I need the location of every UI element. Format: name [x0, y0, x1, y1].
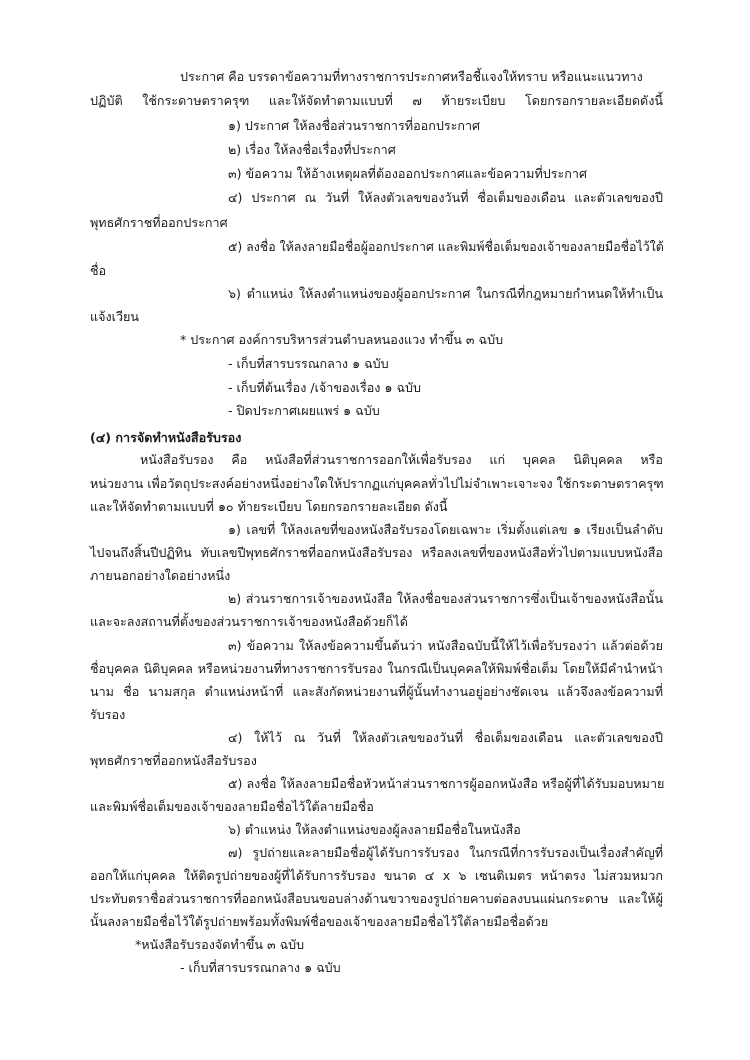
paragraph-line: ออกให้แก่บุคคล ให้ติดรูปถ่ายของผู้ที่ได้รับการรับรอง ขนาด ๔ x ๖ เซนติเมตร หน้าตรง ไม่สวมหมวก — [90, 868, 663, 883]
list-item: ๑) ประกาศ ให้ลงชื่อส่วนราชการที่ออกประกาศ — [228, 118, 481, 133]
paragraph-line: และพิมพ์ชื่อเต็มของเจ้าของลายมือชื่อไว้ใต้ลายมือชื่อ — [90, 799, 374, 814]
paragraph-line: หนังสือรับรอง คือ หนังสือที่ส่วนราชการออกให้เพื่อรับรอง แก่ บุคคล นิติบุคคล หรือ — [140, 452, 663, 467]
list-item: ๒) ส่วนราชการเจ้าของหนังสือ ให้ลงชื่อของส่วนราชการซึ่งเป็นเจ้าของหนังสือนั้น — [228, 591, 663, 606]
paragraph-line: หน่วยงาน เพื่อวัตถุประสงค์อย่างหนึ่งอย่างใดให้ปรากฏแก่บุคคลทั่วไปไม่จำเพาะเจาะจง ใช้กระดาษตราครุฑ — [90, 476, 664, 491]
list-item: ๒) เรื่อง ให้ลงชื่อเรื่องที่ประกาศ — [228, 142, 396, 157]
list-item: ๔) ประกาศ ณ วันที่ ให้ลงตัวเลขของวันที่ ชื่อเต็มของเดือน และตัวเลขของปี — [228, 190, 663, 205]
note-item: - เก็บที่ต้นเรื่อง /เจ้าของเรื่อง ๑ ฉบับ — [228, 380, 422, 395]
list-item: ๕) ลงชื่อ ให้ลงลายมือชื่อหัวหน้าส่วนราชการผู้ออกหนังสือ หรือผู้ที่ได้รับมอบหมาย — [228, 776, 665, 791]
paragraph-line: นาม ชื่อ นามสกุล ตำแหน่งหน้าที่ และสังกัดหน่วยงานที่ผู้นั้นทำงานอยู่อย่างชัดเจน แล้วจึงลงข้อความที่ — [90, 684, 663, 699]
paragraph-line: พุทธศักราชที่ออกประกาศ — [90, 215, 228, 230]
list-item: ๓) ข้อความ ให้ลงข้อความขึ้นต้นว่า หนังสือฉบับนี้ให้ไว้เพื่อรับรองว่า แล้วต่อด้วย — [228, 638, 663, 653]
note-item: - เก็บที่สารบรรณกลาง ๑ ฉบับ — [180, 960, 341, 975]
list-item: ๕) ลงชื่อ ให้ลงลายมือชื่อผู้ออกประกาศ และพิมพ์ชื่อเต็มของเจ้าของลายมือชื่อไว้ใต้ — [228, 239, 664, 254]
note-line: *หนังสือรับรองจัดทำขึ้น ๓ ฉบับ — [135, 937, 305, 952]
list-item: ๖) ตำแหน่ง ให้ลงตำแหน่งของผู้ลงลายมือชื่อในหนังสือ — [228, 822, 521, 837]
paragraph-line: พุทธศักราชที่ออกหนังสือรับรอง — [90, 753, 257, 768]
paragraph-line: ชื่อบุคคล นิติบุคคล หรือหน่วยงานที่ทางราชการรับรอง ในกรณีเป็นบุคคลให้พิมพ์ชื่อเต็ม โดยให้มีคำนำหน้า — [90, 661, 663, 676]
paragraph-line: นั้นลงลายมือชื่อไว้ใต้รูปถ่ายพร้อมทั้งพิมพ์ชื่อของเจ้าของลายมือชื่อไว้ใต้ลายมือชื่อด้วย — [90, 914, 549, 929]
note-line: * ประกาศ องค์การบริหารส่วนตำบลหนองแวง ทำขึ้น ๓ ฉบับ — [180, 332, 504, 347]
note-item: - ปิดประกาศเผยแพร่ ๑ ฉบับ — [228, 403, 380, 418]
paragraph-line: รับรอง — [90, 707, 126, 722]
list-item: ๑) เลขที่ ให้ลงเลขที่ของหนังสือรับรองโดยเฉพาะ เริ่มตั้งแต่เลข ๑ เรียงเป็นลำดับ — [228, 522, 663, 537]
paragraph-line: ชื่อ — [90, 263, 107, 278]
list-item: ๓) ข้อความ ให้อ้างเหตุผลที่ต้องออกประกาศและข้อความที่ประกาศ — [228, 166, 588, 181]
paragraph-line: ภายนอกอย่างใดอย่างหนึ่ง — [90, 568, 231, 583]
paragraph-line: ประกาศ คือ บรรดาข้อความที่ทางราชการประกาศหรือชี้แจงให้ทราบ หรือแนะแนวทาง — [180, 69, 643, 84]
paragraph-line: และให้จัดทำตามแบบที่ ๑๐ ท้ายระเบียบ โดยกรอกรายละเอียด ดังนี้ — [90, 499, 448, 514]
paragraph-line: และจะลงสถานที่ตั้งของส่วนราชการเจ้าของหนังสือด้วยก็ได้ — [90, 614, 408, 629]
paragraph-line: แจ้งเวียน — [90, 309, 140, 324]
paragraph-line: ปฏิบัติ ใช้กระดาษตราครุฑ และให้จัดทำตามแบบที่ ๗ ท้ายระเบียบ โดยกรอกรายละเอียดดังนี้ — [90, 93, 663, 108]
list-item: ๗) รูปถ่ายและลายมือชื่อผู้ได้รับการรับรอง ในกรณีที่การรับรองเป็นเรื่องสำคัญที่ — [228, 845, 663, 860]
list-item: ๔) ให้ไว้ ณ วันที่ ให้ลงตัวเลขของวันที่ ชื่อเต็มของเดือน และตัวเลขของปี — [228, 730, 663, 745]
list-item: ๖) ตำแหน่ง ให้ลงตำแหน่งของผู้ออกประกาศ ในกรณีที่กฎหมายกำหนดให้ทำเป็น — [228, 286, 663, 301]
paragraph-line: ไปจนถึงสิ้นปีปฏิทิน ทับเลขปีพุทธศักราชที่ออกหนังสือรับรอง หรือลงเลขที่ของหนังสือทั่วไปตามแบบหนังสือ — [90, 545, 663, 560]
note-item: - เก็บที่สารบรรณกลาง ๑ ฉบับ — [228, 356, 389, 371]
section-heading: (๔) การจัดทำหนังสือรับรอง — [90, 430, 242, 445]
paragraph-line: ประทับตราชื่อส่วนราชการที่ออกหนังสือบนขอบล่างด้านขวาของรูปถ่ายคาบต่อลงบนแผ่นกระดาษ และให้ผู้ — [90, 891, 663, 906]
